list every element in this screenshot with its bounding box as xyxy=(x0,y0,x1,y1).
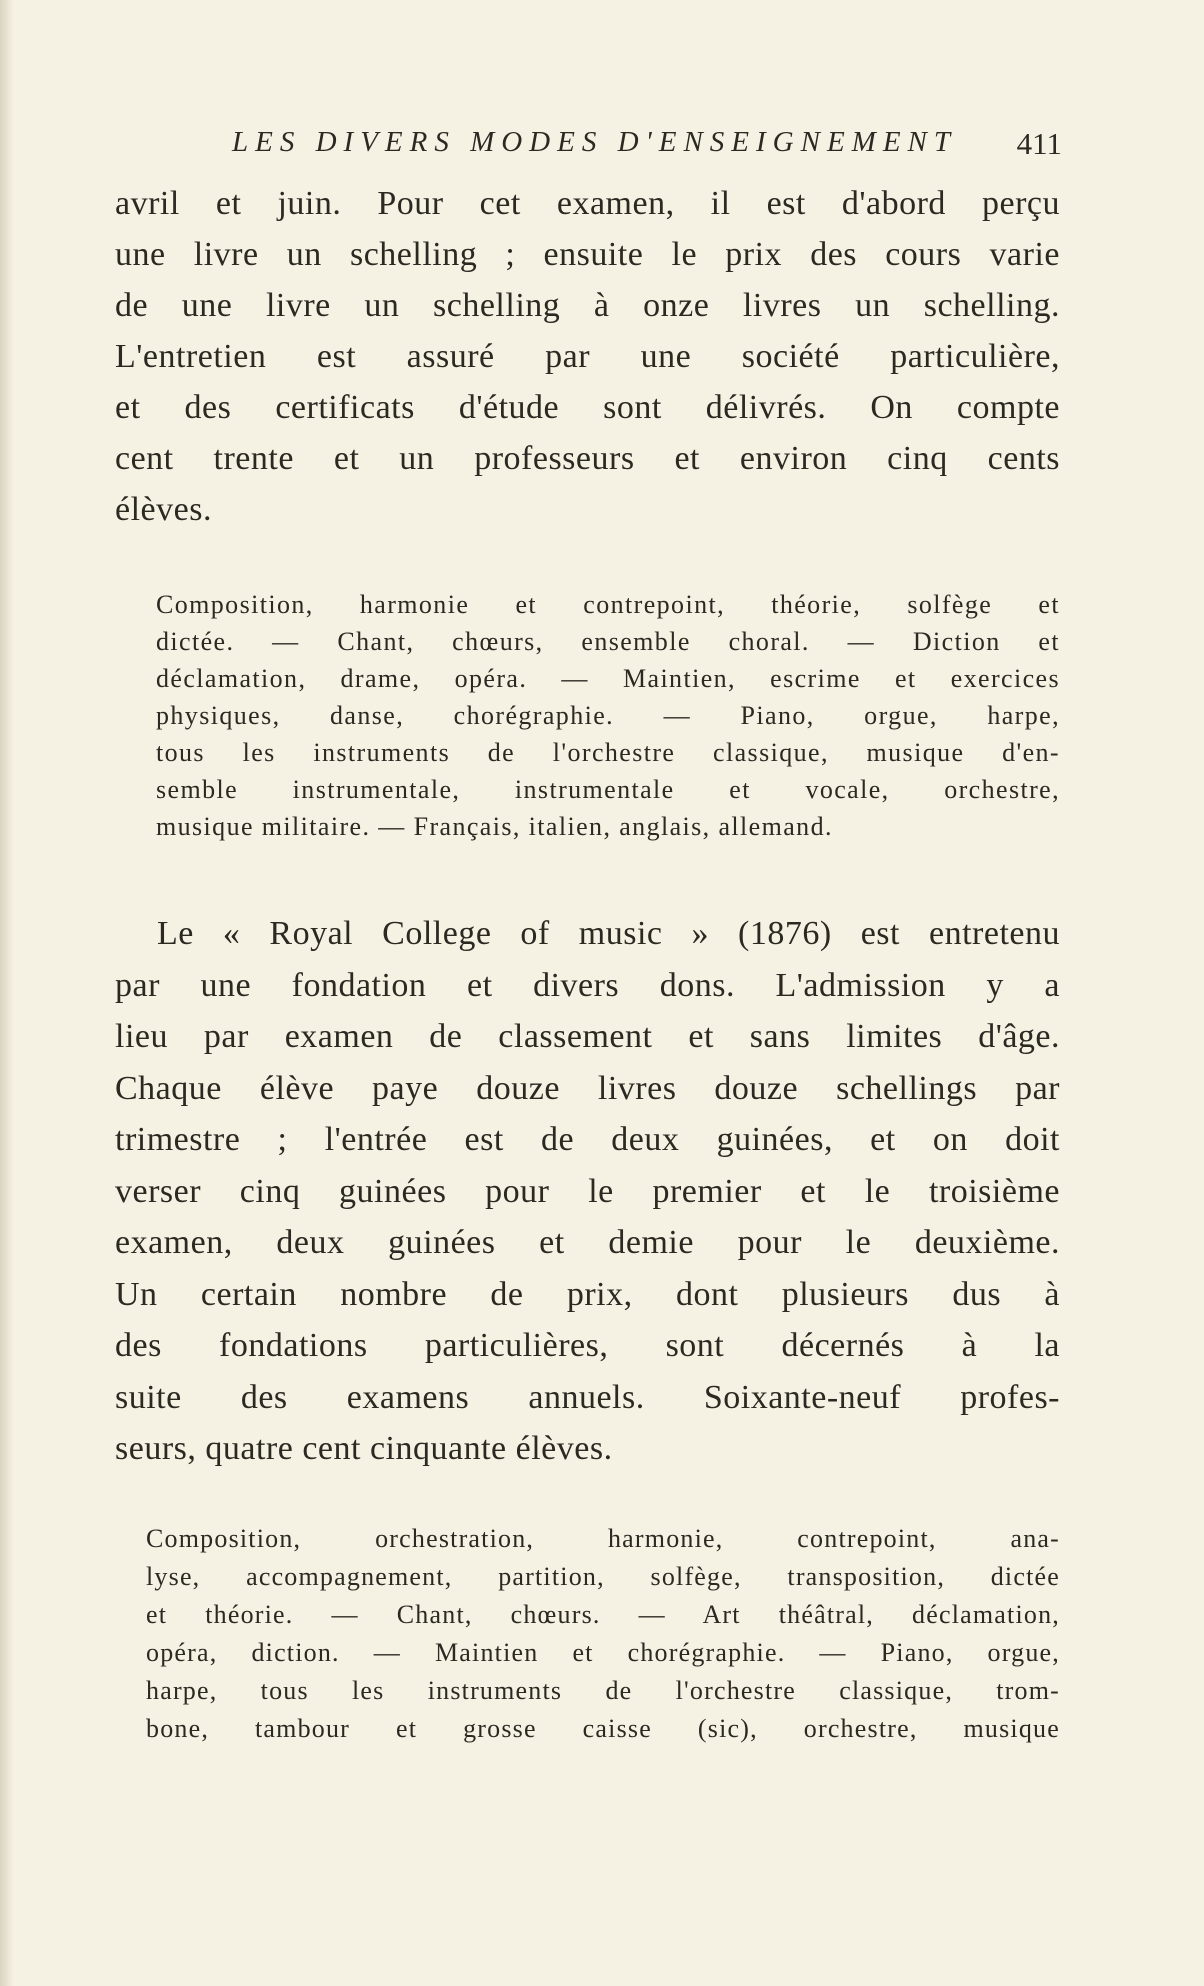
text-line: de une livre un schelling à onze livres un schelling. xyxy=(115,287,1060,324)
text-line: dictée. — Chant, chœurs, ensemble choral. — Diction et xyxy=(156,627,1060,656)
text-line: tous les instruments de l'orchestre classique, musique d'en- xyxy=(156,738,1060,767)
text-line: musique militaire. — Français, italien, anglais, allemand. xyxy=(156,812,833,841)
text-line: physiques, danse, chorégraphie. — Piano, orgue, harpe, xyxy=(156,701,1060,730)
text-line: Un certain nombre de prix, dont plusieurs dus à xyxy=(115,1275,1060,1313)
course-list-paragraph-2 xyxy=(146,1520,1060,1748)
text-line: semble instrumentale, instrumentale et vocale, orchestre, xyxy=(156,775,1060,804)
text-line: Chaque élève paye douze livres douze schellings par xyxy=(115,1069,1060,1107)
text-line: trimestre ; l'entrée est de deux guinées, et on doit xyxy=(115,1121,1060,1158)
text-line: Le « Royal College of music » (1876) est entretenu xyxy=(157,915,1060,952)
text-line: seurs, quatre cent cinquante élèves. xyxy=(115,1430,613,1467)
text-line: suite des examens annuels. Soixante-neuf profes- xyxy=(115,1378,1060,1416)
body-paragraph-1 xyxy=(115,178,1060,535)
scan-edge xyxy=(0,0,14,1986)
running-title: LES DIVERS MODES D'ENSEIGNEMENT xyxy=(232,126,958,158)
text-line: L'entretien est assuré par une société particulière, xyxy=(115,338,1060,375)
text-line: Composition, harmonie et contrepoint, théorie, solfège et xyxy=(156,590,1060,619)
text-line: examen, deux guinées et demie pour le deuxième. xyxy=(115,1224,1060,1261)
text-line: cent trente et un professeurs et environ cinq cents xyxy=(115,440,1060,477)
text-line: avril et juin. Pour cet examen, il est d'abord perçu xyxy=(115,185,1060,222)
page-number: 411 xyxy=(1016,126,1062,161)
text-line: Composition, orchestration, harmonie, contrepoint, ana- xyxy=(146,1524,1060,1553)
text-line: une livre un schelling ; ensuite le prix des cours varie xyxy=(115,236,1060,273)
text-line: verser cinq guinées pour le premier et le troisième xyxy=(115,1172,1060,1210)
text-line: bone, tambour et grosse caisse (sic), orchestre, musique xyxy=(146,1714,1060,1743)
text-line: lieu par examen de classement et sans limites d'âge. xyxy=(115,1018,1060,1055)
text-line: harpe, tous les instruments de l'orchestre classique, trom- xyxy=(146,1676,1060,1705)
text-line: par une fondation et divers dons. L'admission y a xyxy=(115,966,1060,1004)
body-paragraph-2 xyxy=(115,908,1060,1475)
text-line: déclamation, drame, opéra. — Maintien, escrime et exercices xyxy=(156,664,1060,693)
text-line: lyse, accompagnement, partition, solfège, transposition, dictée xyxy=(146,1562,1060,1591)
text-line: des fondations particulières, sont décernés à la xyxy=(115,1327,1060,1364)
running-head xyxy=(232,126,1062,168)
course-list-paragraph-1 xyxy=(156,586,1060,845)
text-line: opéra, diction. — Maintien et chorégraphie. — Piano, orgue, xyxy=(146,1638,1060,1667)
text-line: et théorie. — Chant, chœurs. — Art théâtral, déclamation, xyxy=(146,1600,1060,1629)
text-line: élèves. xyxy=(115,491,212,528)
text-line: et des certificats d'étude sont délivrés. On compte xyxy=(115,389,1060,426)
